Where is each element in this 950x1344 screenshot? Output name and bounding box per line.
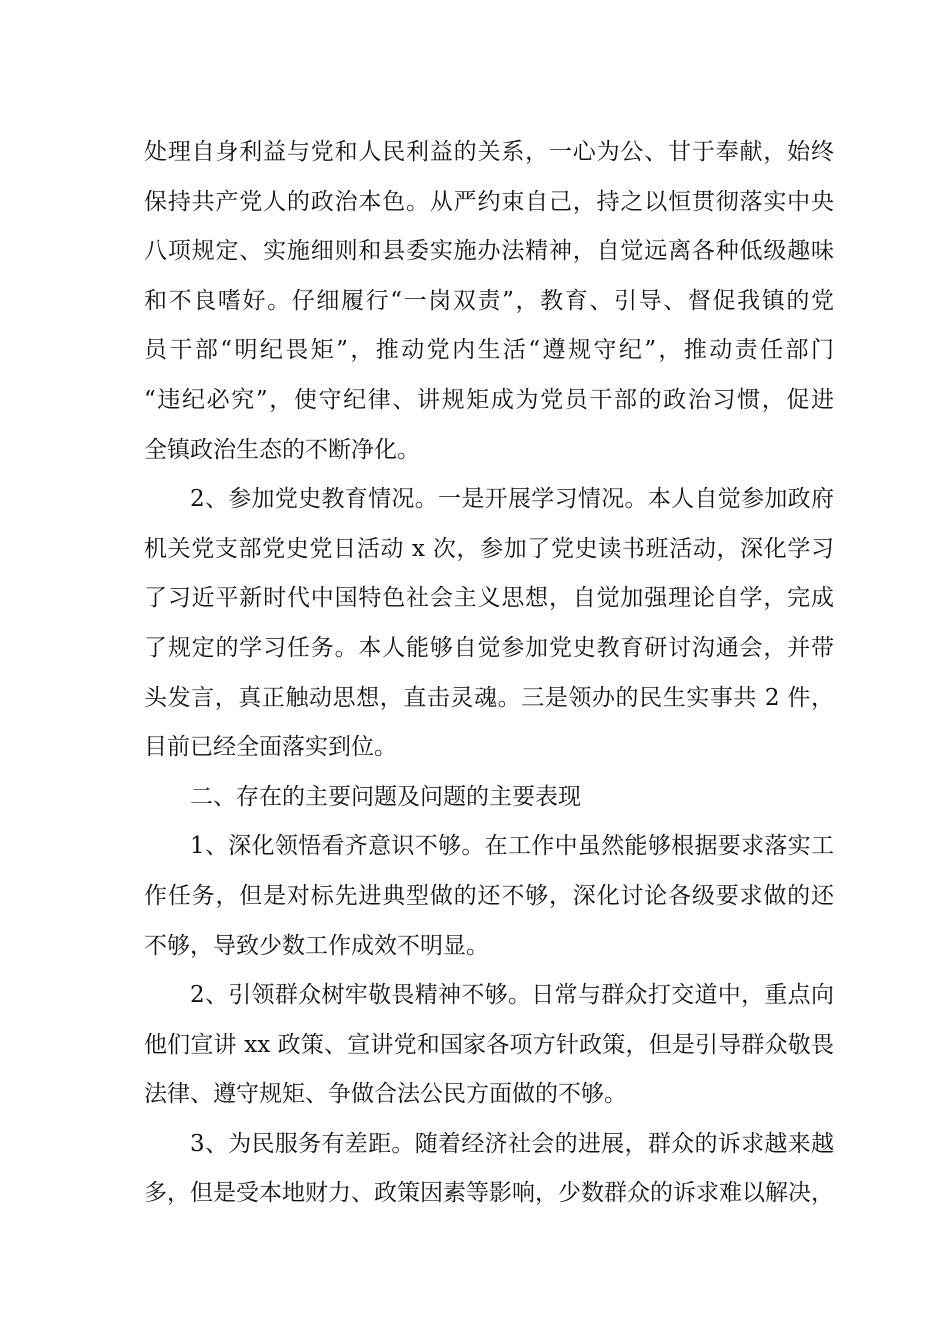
text-line: 法律、遵守规矩、争做合法公民方面做的不够。 bbox=[144, 1081, 627, 1108]
text-line: 机关党支部党史党日活动 x 次，参加了党史读书班活动，深化学习 bbox=[144, 535, 834, 562]
text-line: 员干部“明纪畏矩”，推动党内生活“遵规守纪”，推动责任部门 bbox=[144, 337, 834, 364]
text-line: 和不良嗜好。仔细履行“一岗双责”，教育、引导、督促我镇的党 bbox=[144, 287, 834, 314]
text-line: 他们宣讲 xx 政策、宣讲党和国家各项方针政策，但是引导群众敬畏 bbox=[144, 1031, 834, 1058]
text-line: 保持共产党人的政治本色。从严约束自己，持之以恒贯彻落实中央 bbox=[144, 188, 834, 215]
text-line: 目前已经全面落实到位。 bbox=[144, 734, 397, 761]
text-line: 了习近平新时代中国特色社会主义思想，自觉加强理论自学，完成 bbox=[144, 585, 834, 612]
text-line: 八项规定、实施细则和县委实施办法精神，自觉远离各种低级趣味 bbox=[144, 238, 834, 265]
text-line: “违纪必究”，使守纪律、讲规矩成为党员干部的政治习惯，促进 bbox=[144, 386, 834, 413]
paragraph-first-line: 2、参加党史教育情况。一是开展学习情况。本人自觉参加政府 bbox=[190, 486, 834, 513]
text-line: 多，但是受本地财力、政策因素等影响，少数群众的诉求难以解决， bbox=[144, 1180, 834, 1207]
text-line: 了规定的学习任务。本人能够自觉参加党史教育研讨沟通会，并带 bbox=[144, 634, 834, 661]
paragraph-first-line: 3、为民服务有差距。随着经济社会的进展，群众的诉求越来越 bbox=[190, 1130, 834, 1157]
text-line: 处理自身利益与党和人民利益的关系，一心为公、甘于奉献，始终 bbox=[144, 139, 834, 165]
paragraph-first-line: 1、深化领悟看齐意识不够。在工作中虽然能够根据要求落实工 bbox=[190, 833, 834, 860]
text-line: 作任务，但是对标先进典型做的还不够，深化讨论各级要求做的还 bbox=[144, 882, 834, 909]
text-line: 全镇政治生态的不断净化。 bbox=[144, 436, 420, 463]
paragraph-first-line: 2、引领群众树牢敬畏精神不够。日常与群众打交道中，重点向 bbox=[190, 982, 834, 1009]
text-line: 头发言，真正触动思想，直击灵魂。三是领办的民生实事共 2 件， bbox=[144, 684, 834, 711]
section-heading: 二、存在的主要问题及问题的主要表现 bbox=[190, 783, 581, 810]
body-text bbox=[144, 128, 834, 1219]
text-line: 不够，导致少数工作成效不明显。 bbox=[144, 932, 489, 959]
